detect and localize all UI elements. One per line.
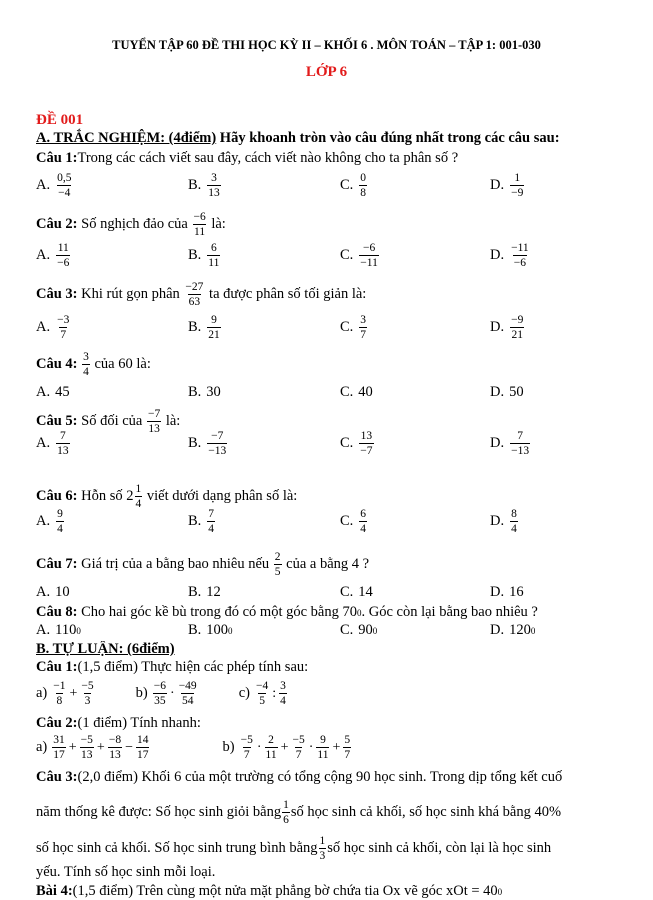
question-label: Câu 7: bbox=[36, 556, 78, 573]
question-label: Câu 1: bbox=[36, 659, 78, 675]
numerator: 8 bbox=[511, 508, 517, 520]
numerator: −6 bbox=[362, 242, 376, 254]
option-letter: B. bbox=[188, 622, 202, 638]
option-a[interactable] bbox=[36, 584, 70, 601]
option-letter: B. bbox=[188, 247, 202, 264]
degree-sup: 0 bbox=[76, 625, 81, 636]
numerator: 5 bbox=[344, 734, 351, 746]
question-label: Câu 5: bbox=[36, 413, 78, 430]
essay-q3-line4 bbox=[36, 864, 215, 881]
option-letter: B. bbox=[188, 513, 202, 530]
fraction bbox=[147, 408, 161, 435]
option-c[interactable] bbox=[340, 172, 368, 199]
fraction bbox=[319, 835, 327, 862]
option-letter: C. bbox=[340, 622, 354, 638]
option-letter: A. bbox=[36, 319, 51, 336]
denominator: 4 bbox=[57, 523, 63, 536]
fraction bbox=[510, 172, 524, 199]
question-text: (1,5 điểm) Trên cùng một nửa mặt phẳng bờ chứa tia Ox vẽ góc xOt = 40 bbox=[72, 883, 498, 899]
numerator: 3 bbox=[360, 314, 367, 326]
fraction bbox=[255, 680, 269, 707]
essay-q4 bbox=[36, 883, 502, 900]
option-value: 50 bbox=[509, 384, 524, 400]
option-letter: A. bbox=[36, 384, 51, 400]
option-c[interactable] bbox=[340, 508, 368, 535]
question-text: Giá trị của a bằng bao nhiêu nếu bbox=[77, 556, 273, 573]
numerator: −7 bbox=[211, 430, 224, 442]
option-a[interactable] bbox=[36, 242, 71, 269]
fraction bbox=[359, 242, 379, 269]
essay-q3-line2 bbox=[36, 799, 561, 826]
option-letter: C. bbox=[340, 513, 354, 530]
question-text: là: bbox=[207, 216, 226, 233]
option-b[interactable] bbox=[188, 242, 221, 269]
fraction bbox=[56, 508, 64, 535]
question-text: . Góc còn lại bằng bao nhiêu ? bbox=[361, 604, 538, 620]
denominator: 4 bbox=[360, 523, 367, 536]
problem-label: a) bbox=[36, 685, 48, 702]
denominator: 13 bbox=[148, 423, 160, 436]
fraction bbox=[510, 314, 524, 341]
question-text: viết dưới dạng phân số là: bbox=[143, 488, 298, 505]
option-letter: A. bbox=[36, 513, 51, 530]
option-d[interactable] bbox=[490, 584, 524, 601]
option-d[interactable] bbox=[490, 384, 524, 401]
option-d[interactable] bbox=[490, 622, 535, 639]
fraction bbox=[343, 734, 351, 761]
fraction bbox=[192, 211, 206, 238]
fraction bbox=[52, 734, 66, 761]
numerator: −5 bbox=[292, 734, 305, 746]
option-c[interactable] bbox=[340, 314, 368, 341]
option-letter: A. bbox=[36, 584, 51, 600]
fraction bbox=[359, 508, 367, 535]
denominator: −13 bbox=[208, 445, 227, 458]
question-text: Số nghịch đảo của bbox=[77, 216, 192, 233]
option-a[interactable] bbox=[36, 508, 65, 535]
denominator: 4 bbox=[511, 523, 517, 536]
denominator: 5 bbox=[259, 695, 265, 708]
denominator: 35 bbox=[154, 695, 166, 708]
question-text: năm thống kê được: Số học sinh giỏi bằng bbox=[36, 804, 282, 821]
degree-sup: 0 bbox=[228, 625, 233, 636]
numerator: 14 bbox=[136, 734, 149, 746]
numerator: 6 bbox=[210, 242, 217, 254]
option-b[interactable] bbox=[188, 508, 216, 535]
denominator: 13 bbox=[208, 187, 220, 200]
part-a-heading-line bbox=[36, 130, 560, 147]
option-value: 40 bbox=[358, 384, 373, 400]
question-label: Câu 3: bbox=[36, 286, 78, 303]
fraction bbox=[56, 242, 70, 269]
numerator: 9 bbox=[211, 314, 217, 326]
option-a[interactable] bbox=[36, 384, 70, 401]
numerator: 7 bbox=[208, 508, 215, 520]
denominator: −13 bbox=[511, 445, 530, 458]
numerator: 1 bbox=[319, 835, 326, 847]
numerator: −3 bbox=[57, 314, 70, 326]
denominator: 13 bbox=[109, 749, 121, 762]
denominator: 11 bbox=[208, 257, 220, 270]
denominator: −9 bbox=[511, 187, 524, 200]
question-text: (2,0 điểm) Khối 6 của một trường có tổng cộng 90 học sinh. Trong dịp tổng kết cuố bbox=[77, 769, 563, 785]
numerator: −49 bbox=[178, 680, 197, 692]
denominator: 4 bbox=[280, 695, 286, 708]
numerator: 3 bbox=[211, 172, 217, 184]
question-text: (1,5 điểm) Thực hiện các phép tính sau: bbox=[77, 659, 309, 675]
question-text: Cho hai góc kề bù trong đó có một góc bằng 70 bbox=[77, 604, 357, 620]
problem-label: b) bbox=[222, 739, 235, 756]
operator: : bbox=[272, 685, 277, 701]
denominator: 7 bbox=[344, 749, 351, 762]
numerator: −4 bbox=[255, 680, 269, 692]
denominator: 54 bbox=[181, 695, 194, 708]
option-a[interactable] bbox=[36, 622, 81, 639]
fraction bbox=[52, 680, 66, 707]
question-label: Câu 6: bbox=[36, 488, 78, 505]
option-letter: D. bbox=[490, 584, 505, 600]
question-text: Khi rút gọn phân bbox=[77, 286, 184, 303]
option-c[interactable] bbox=[340, 622, 377, 639]
option-c[interactable] bbox=[340, 430, 375, 457]
denominator: 17 bbox=[53, 749, 65, 762]
numerator: −1 bbox=[53, 680, 66, 692]
option-letter: B. bbox=[188, 584, 202, 600]
denominator: 5 bbox=[274, 566, 281, 579]
option-letter: D. bbox=[490, 384, 505, 400]
option-letter: A. bbox=[36, 622, 51, 638]
option-letter: D. bbox=[490, 247, 505, 264]
fraction bbox=[510, 430, 530, 457]
problem-c bbox=[239, 680, 288, 707]
question-label: Bài 4: bbox=[36, 883, 73, 899]
denominator: −11 bbox=[360, 257, 378, 270]
fraction bbox=[184, 281, 204, 308]
fraction bbox=[359, 314, 367, 341]
denominator: −6 bbox=[57, 257, 70, 270]
essay-q1-problems bbox=[36, 680, 328, 707]
fraction bbox=[316, 734, 329, 761]
denominator: 21 bbox=[208, 329, 220, 342]
denominator: 13 bbox=[81, 749, 93, 762]
essay-q2 bbox=[36, 715, 201, 732]
fraction bbox=[178, 680, 198, 707]
exam-code: ĐỀ 001 bbox=[36, 112, 84, 128]
option-a[interactable] bbox=[36, 430, 71, 457]
question-8 bbox=[36, 604, 538, 621]
numerator: 7 bbox=[59, 430, 66, 442]
option-b[interactable] bbox=[188, 430, 228, 457]
numerator: 3 bbox=[83, 351, 89, 363]
question-text: yếu. Tính số học sinh mỗi loại. bbox=[36, 864, 216, 880]
question-4 bbox=[36, 351, 151, 378]
problem-label: c) bbox=[238, 685, 250, 702]
part-a-heading: A. TRẮC NGHIỆM: (4điểm) bbox=[36, 130, 217, 146]
fraction bbox=[207, 242, 220, 269]
fraction bbox=[108, 734, 122, 761]
document-header: TUYỂN TẬP 60 ĐỀ THI HỌC KỲ II – KHỐI 6 . MÔN TOÁN – TẬP 1: 001-030 bbox=[112, 38, 541, 52]
option-letter: A. bbox=[36, 177, 51, 194]
numerator: 1 bbox=[283, 799, 289, 811]
question-2 bbox=[36, 211, 226, 238]
numerator: 11 bbox=[57, 242, 69, 254]
question-text: của a bằng 4 ? bbox=[282, 556, 370, 573]
option-letter: C. bbox=[340, 384, 354, 400]
question-text bbox=[78, 356, 82, 373]
fraction bbox=[207, 314, 221, 341]
option-c[interactable] bbox=[340, 584, 373, 601]
question-text: là: bbox=[162, 413, 181, 430]
numerator: −5 bbox=[81, 680, 94, 692]
denominator: 4 bbox=[135, 498, 142, 511]
option-value: 16 bbox=[509, 584, 524, 600]
fraction bbox=[279, 680, 287, 707]
fraction bbox=[510, 242, 530, 269]
fraction bbox=[359, 430, 373, 457]
option-letter: A. bbox=[36, 435, 51, 452]
operator: · bbox=[170, 685, 175, 701]
denominator: 4 bbox=[83, 366, 89, 379]
option-letter: D. bbox=[490, 319, 505, 336]
option-b[interactable] bbox=[188, 172, 222, 199]
numerator: −6 bbox=[193, 211, 206, 223]
essay-q2-problems bbox=[36, 734, 424, 761]
degree-sup: 0 bbox=[356, 607, 362, 618]
numerator: 0 bbox=[360, 172, 367, 184]
option-letter: B. bbox=[188, 435, 202, 452]
denominator: 11 bbox=[317, 749, 329, 762]
question-text: Hỗn số bbox=[77, 488, 127, 505]
question-text: Trong các cách viết sau đây, cách viết nào không cho ta phân số ? bbox=[77, 150, 459, 166]
option-letter: D. bbox=[490, 177, 505, 194]
option-letter: A. bbox=[36, 247, 51, 264]
option-value: 120 bbox=[509, 622, 531, 638]
denominator: 3 bbox=[319, 850, 326, 863]
essay-q1 bbox=[36, 659, 308, 676]
option-d[interactable] bbox=[490, 242, 531, 269]
option-value: 45 bbox=[55, 384, 70, 400]
denominator: −6 bbox=[513, 257, 527, 270]
denominator: 8 bbox=[360, 187, 367, 200]
option-d[interactable] bbox=[490, 172, 525, 199]
question-text: ta được phân số tối giản là: bbox=[205, 286, 367, 303]
fraction bbox=[135, 483, 143, 510]
numerator: 3 bbox=[280, 680, 286, 692]
numerator: −27 bbox=[185, 281, 204, 293]
question-3 bbox=[36, 281, 366, 308]
fraction bbox=[207, 172, 221, 199]
numerator: 9 bbox=[320, 734, 326, 746]
denominator: 11 bbox=[265, 749, 277, 762]
option-letter: C. bbox=[340, 319, 354, 336]
denominator: 11 bbox=[194, 226, 206, 239]
problem-b bbox=[136, 680, 199, 707]
fraction bbox=[274, 551, 282, 578]
question-1 bbox=[36, 150, 458, 167]
fraction bbox=[207, 430, 227, 457]
question-label: Câu 2: bbox=[36, 715, 78, 731]
denominator: 8 bbox=[56, 695, 63, 708]
denominator: −4 bbox=[58, 187, 71, 200]
numerator: 9 bbox=[57, 508, 63, 520]
problem-b bbox=[222, 734, 352, 761]
option-a[interactable] bbox=[36, 314, 71, 341]
option-letter: C. bbox=[340, 435, 354, 452]
numerator: 7 bbox=[517, 430, 523, 442]
option-letter: C. bbox=[340, 177, 354, 194]
option-b[interactable] bbox=[188, 314, 222, 341]
denominator: 7 bbox=[243, 749, 250, 762]
option-value: 110 bbox=[55, 622, 77, 638]
option-letter: D. bbox=[490, 435, 505, 452]
fraction bbox=[240, 734, 254, 761]
numerator: −9 bbox=[511, 314, 524, 326]
numerator: −11 bbox=[511, 242, 529, 254]
option-c[interactable] bbox=[340, 242, 380, 269]
question-label: Câu 2: bbox=[36, 216, 78, 233]
problem-a bbox=[36, 680, 96, 707]
option-value: 100 bbox=[206, 622, 229, 638]
degree-sup: 0 bbox=[372, 625, 378, 636]
option-c[interactable] bbox=[340, 384, 373, 401]
numerator: 1 bbox=[514, 172, 521, 184]
problem-label: a) bbox=[36, 739, 48, 756]
numerator: 13 bbox=[360, 430, 373, 442]
denominator: 3 bbox=[84, 695, 91, 708]
operator: · bbox=[256, 739, 262, 755]
question-text: số học sinh cả khối, số học sinh khá bằng 40% bbox=[290, 804, 562, 821]
fraction bbox=[153, 680, 167, 707]
denominator: 7 bbox=[295, 749, 302, 762]
degree-sup: 0 bbox=[530, 625, 536, 636]
denominator: 63 bbox=[188, 296, 201, 309]
numerator: −7 bbox=[147, 408, 161, 420]
mixed-whole: 2 bbox=[126, 488, 134, 505]
numerator: −8 bbox=[108, 734, 122, 746]
numerator: 6 bbox=[360, 508, 367, 520]
numerator: 31 bbox=[53, 734, 65, 746]
fraction bbox=[359, 172, 367, 199]
essay-q3-line3 bbox=[36, 835, 551, 862]
numerator: −5 bbox=[80, 734, 93, 746]
fraction bbox=[207, 508, 215, 535]
option-a[interactable] bbox=[36, 172, 73, 199]
question-text: số học sinh cả khối, còn lại là học sinh bbox=[327, 840, 552, 857]
operator: + bbox=[96, 739, 105, 755]
problem-a bbox=[36, 734, 150, 761]
fraction bbox=[136, 734, 150, 761]
question-label: Câu 4: bbox=[36, 356, 78, 373]
denominator: 13 bbox=[57, 445, 69, 458]
option-b[interactable] bbox=[188, 622, 233, 639]
numerator: −6 bbox=[153, 680, 167, 692]
denominator: 4 bbox=[208, 523, 215, 536]
fraction bbox=[82, 351, 90, 378]
part-b-heading: B. TỰ LUẬN: (6điểm) bbox=[36, 641, 175, 657]
option-value: 30 bbox=[206, 384, 221, 400]
question-6 bbox=[36, 483, 297, 510]
question-label: Câu 3: bbox=[36, 769, 78, 785]
option-letter: B. bbox=[188, 177, 202, 194]
option-letter: C. bbox=[340, 584, 354, 600]
question-label: Câu 8: bbox=[36, 604, 78, 620]
numerator: 2 bbox=[268, 734, 274, 746]
operator: · bbox=[308, 739, 314, 755]
essay-q3-line1 bbox=[36, 769, 562, 786]
option-letter: D. bbox=[490, 622, 505, 638]
question-text: (1 điểm) Tính nhanh: bbox=[77, 715, 201, 731]
fraction bbox=[80, 680, 94, 707]
grade-title: LỚP 6 bbox=[305, 64, 348, 80]
option-d[interactable] bbox=[490, 430, 531, 457]
option-letter: B. bbox=[188, 319, 202, 336]
fraction bbox=[56, 172, 72, 199]
fraction bbox=[265, 734, 278, 761]
option-letter: B. bbox=[188, 384, 202, 400]
question-label: Câu 1: bbox=[36, 150, 78, 166]
option-letter: C. bbox=[340, 247, 354, 264]
fraction bbox=[80, 734, 94, 761]
operator: − bbox=[125, 739, 133, 755]
question-text: số học sinh cả khối. Số học sinh trung bình bằng bbox=[36, 840, 318, 857]
numerator: −5 bbox=[240, 734, 253, 746]
fraction bbox=[56, 430, 70, 457]
problem-label: b) bbox=[135, 685, 148, 702]
denominator: 21 bbox=[511, 329, 523, 342]
operator: + bbox=[332, 739, 341, 755]
operator: + bbox=[68, 739, 77, 755]
fraction bbox=[510, 508, 518, 535]
numerator: 2 bbox=[274, 551, 281, 563]
fraction bbox=[56, 314, 70, 341]
operator: + bbox=[69, 685, 78, 701]
degree-sup: 0 bbox=[497, 886, 503, 897]
option-b[interactable] bbox=[188, 384, 221, 401]
option-d[interactable] bbox=[490, 314, 525, 341]
denominator: −7 bbox=[360, 445, 373, 458]
option-value: 10 bbox=[55, 584, 70, 600]
question-text: Số đối của bbox=[77, 413, 146, 430]
option-value: 90 bbox=[358, 622, 373, 638]
numerator: 1 bbox=[135, 483, 142, 495]
part-a-instruction: Hãy khoanh tròn vào câu đúng nhất trong các câu sau: bbox=[216, 130, 560, 146]
option-letter: D. bbox=[490, 513, 505, 530]
denominator: 7 bbox=[360, 329, 367, 342]
fraction bbox=[282, 799, 290, 826]
denominator: 6 bbox=[283, 814, 289, 827]
option-b[interactable] bbox=[188, 584, 221, 601]
option-value: 14 bbox=[358, 584, 373, 600]
option-value: 12 bbox=[206, 584, 221, 600]
question-text: của 60 là: bbox=[90, 356, 151, 373]
option-d[interactable] bbox=[490, 508, 519, 535]
numerator: 0,5 bbox=[57, 172, 72, 184]
denominator: 7 bbox=[60, 329, 67, 342]
fraction bbox=[291, 734, 305, 761]
operator: + bbox=[280, 739, 289, 755]
denominator: 17 bbox=[136, 749, 149, 762]
question-7 bbox=[36, 551, 369, 578]
